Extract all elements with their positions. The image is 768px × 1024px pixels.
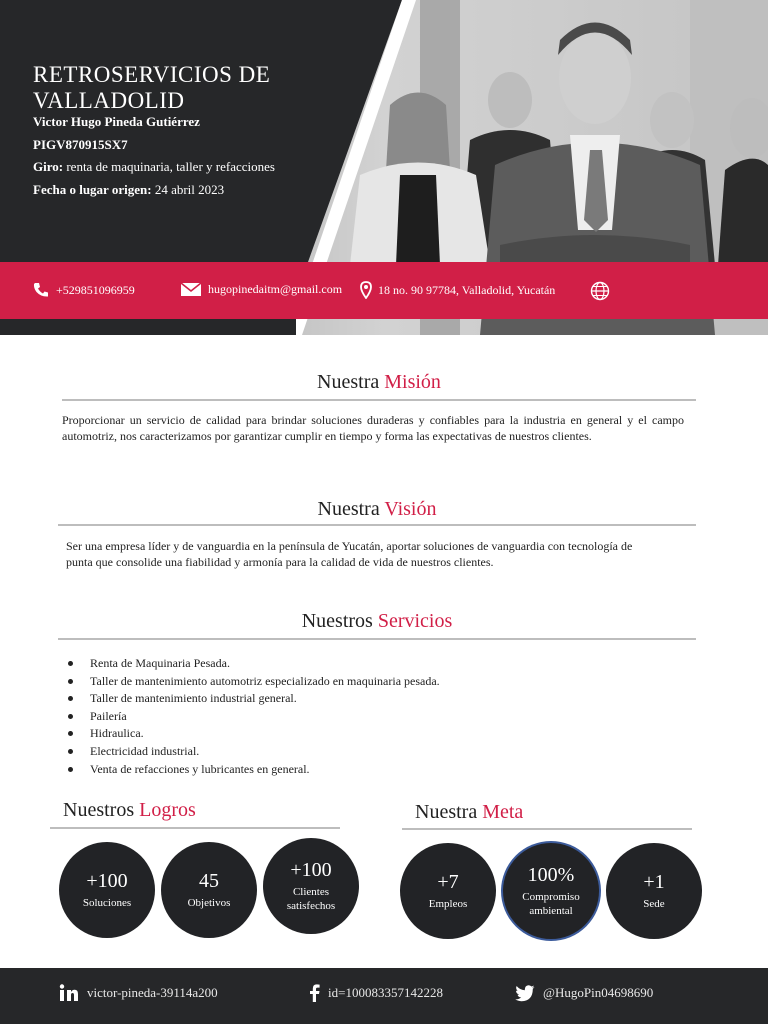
meta-stat-compromiso: 100% Compromiso ambiental bbox=[503, 843, 599, 939]
facebook-icon bbox=[308, 984, 320, 1002]
list-item: Taller de mantenimiento automotriz especializado en maquinaria pesada. bbox=[66, 673, 626, 691]
facebook-link[interactable]: id=100083357142228 bbox=[308, 984, 443, 1002]
logros-title: Nuestros Logros bbox=[63, 799, 196, 821]
globe-icon bbox=[590, 281, 610, 301]
dark-strip bbox=[0, 319, 296, 335]
logros-stat-clientes: +100 Clientes satisfechos bbox=[263, 838, 359, 934]
list-item: Taller de mantenimiento industrial general. bbox=[66, 690, 626, 708]
logros-stat-objetivos: 45 Objetivos bbox=[161, 842, 257, 938]
mision-text: Proporcionar un servicio de calidad para brindar soluciones duraderas y confiables para la industria en general y el campo automotriz, nos caracterizamos por garantizar cumplir en tiempo y forma las expectativas de nuestros clientes. bbox=[62, 413, 684, 443]
servicios-rule bbox=[58, 638, 696, 640]
logros-stat-soluciones: +100 Soluciones bbox=[59, 842, 155, 938]
list-item: Electricidad industrial. bbox=[66, 743, 626, 761]
twitter-icon bbox=[515, 985, 535, 1002]
mision-title: Nuestra Misión bbox=[317, 371, 441, 393]
list-item: Pailería bbox=[66, 708, 626, 726]
linkedin-link[interactable]: victor-pineda-39114a200 bbox=[59, 984, 218, 1002]
giro-line: Giro: renta de maquinaria, taller y refacciones bbox=[33, 159, 275, 174]
list-item: Hidraulica. bbox=[66, 725, 626, 743]
website-link[interactable] bbox=[590, 281, 616, 301]
contact-phone[interactable]: +529851096959 bbox=[32, 281, 135, 299]
vision-text: Ser una empresa líder y de vanguardia en la península de Yucatán, aportar soluciones de vanguardia con tecnología de punta que consolide una fiabilidad y armonía para la calidad de vida de nuestros clientes. bbox=[66, 539, 633, 569]
linkedin-icon bbox=[59, 984, 79, 1002]
map-pin-icon bbox=[360, 281, 372, 299]
phone-icon bbox=[32, 281, 50, 299]
servicios-list bbox=[66, 655, 626, 778]
owner-name: Victor Hugo Pineda Gutiérrez bbox=[33, 114, 200, 129]
contact-address[interactable]: 18 no. 90 97784, Valladolid, Yucatán bbox=[360, 281, 555, 299]
list-item: Venta de refacciones y lubricantes en general. bbox=[66, 761, 626, 779]
company-name: RETROSERVICIOS DE VALLADOLID bbox=[33, 62, 271, 113]
logros-rule bbox=[50, 827, 340, 829]
meta-stat-empleos: +7 Empleos bbox=[400, 843, 496, 939]
vision-rule bbox=[58, 524, 696, 526]
vision-title: Nuestra Visión bbox=[317, 498, 437, 520]
list-item: Renta de Maquinaria Pesada. bbox=[66, 655, 626, 673]
meta-title: Nuestra Meta bbox=[415, 801, 524, 823]
meta-rule bbox=[402, 828, 692, 830]
twitter-link[interactable]: @HugoPin04698690 bbox=[515, 984, 653, 1002]
mision-rule bbox=[62, 399, 696, 401]
meta-stat-sede: +1 Sede bbox=[606, 843, 702, 939]
contact-email[interactable]: hugopinedaitm@gmail.com bbox=[180, 281, 342, 297]
fecha-line: Fecha o lugar origen: 24 abril 2023 bbox=[33, 182, 225, 197]
servicios-title: Nuestros Servicios bbox=[301, 610, 453, 632]
rfc-code: PIGV870915SX7 bbox=[33, 137, 128, 152]
envelope-icon bbox=[180, 281, 202, 297]
